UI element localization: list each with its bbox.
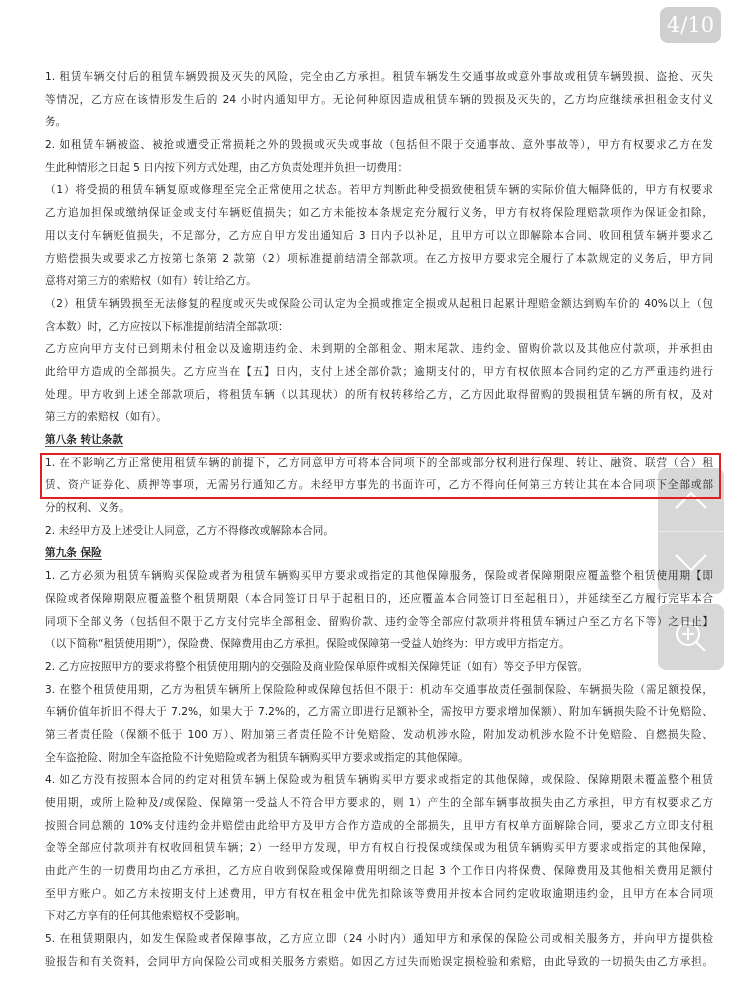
next-page-button[interactable] [658, 531, 724, 594]
text-line: 同项下全部义务（包括但不限于乙方支付完毕全部租金、留购价款、违约金等全部应付款项并将租赁车辆过户至乙方名下等）之日止】 [45, 615, 713, 628]
zoom-in-icon [674, 620, 708, 654]
text-line: 赁、资产证券化、质押等事项，无需另行通知乙方。未经甲方事先的书面许可，乙方不得向任何第三方转让其在本合同项下全部或部 [45, 479, 713, 492]
section-heading [45, 542, 713, 565]
text-line: 保险或者保障期限应覆盖整个租赁期限（本合同签订日早于起租日的，还应覆盖本合同签订日至起租日），并延续至乙方履行完毕本合 [45, 592, 713, 605]
text-line: 生此种情形之日起 5 日内按下列方式处理，由乙方负责处理并负担一切费用： [45, 161, 409, 174]
text-line: （2）租赁车辆毁损至无法修复的程度或灭失或保险公司认定为全损或推定全损或从起租日起累计理赔金额达到购车价的 40%以上（包 [45, 297, 713, 310]
text-line: 下对乙方享有的任何其他索赔权不受影响。 [45, 910, 247, 923]
previous-page-button[interactable] [658, 468, 724, 532]
chevron-down-icon [674, 553, 708, 573]
text-line: （以下简称“租赁使用期”），保险费、保障费用由乙方承担。保险或保障第一受益人始终为：甲方或甲方指定方。 [45, 638, 570, 651]
text-line: 分的权利、义务。 [45, 502, 130, 515]
text-line: 含本数）时，乙方应按以下标准提前结清全部款项： [45, 320, 289, 333]
text-line: （1）将受损的租赁车辆复原或修理至完全正常使用之状态。若甲方判断此种受损致使租赁车辆的实际价值大幅降低的，甲方有权要求 [45, 184, 713, 197]
text-line: 务。 [45, 116, 67, 129]
section-heading-text: 第八条 转让条款 [45, 434, 123, 446]
text-line: 第三方的索赔权（如有）。 [45, 411, 167, 424]
text-line: 2. 乙方应按照甲方的要求将整个租赁使用期内的交强险及商业险保单原件或相关保障凭证（如有）等交予甲方保管。 [45, 660, 589, 673]
text-line: 2. 未经甲方及上述受让人同意，乙方不得修改或解除本合同。 [45, 524, 334, 537]
text-line: 金等全部应付款项并有权收回租赁车辆；2）一经甲方发现，甲方有权自行投保或续保或为租赁车辆购买甲方要求或指定的其他保障， [45, 842, 713, 855]
text-line: 方赔偿损失或要求乙方按第七条第 2 款第（2）项标准提前结清全部款项。在乙方按甲方要求完全履行了本款规定的义务后，甲方同 [45, 252, 713, 265]
text-line: 3. 在整个租赁使用期，乙方为租赁车辆所上保险险种或保障包括但不限于：机动车交通事故责任强制保险、车辆损失险（需足额投保， [45, 683, 713, 696]
text-line: 意将对第三方的索赔权（如有）转让给乙方。 [45, 275, 257, 288]
page-navigation-panel [658, 468, 724, 594]
text-line: 至甲方账户。如乙方未按期支付上述费用，甲方有权在租金中优先扣除该等费用并按本合同约定收取逾期违约金，且甲方在本合同项 [45, 887, 713, 900]
section-heading [45, 429, 713, 452]
page-indicator: 4/10 [660, 7, 721, 43]
text-line: 乙方应向甲方支付已到期未付租金以及逾期违约金、未到期的全部租金、期末尾款、违约金、留购价款以及其他应付款项，并承担由 [45, 343, 713, 356]
text-line: 乙方追加担保或缴纳保证金或支付车辆贬值损失；如乙方未能按本条规定充分履行义务，甲方有权将保险理赔款项作为保证金扣除， [45, 207, 713, 220]
text-line: 4. 如乙方没有按照本合同的约定对租赁车辆上保险或为租赁车辆购买甲方要求或指定的其他保障，或保险、保障期限未覆盖整个租赁 [45, 774, 713, 787]
document-page [45, 66, 713, 974]
text-line: 第三者责任险（保额不低于 100 万）、附加第三者责任险不计免赔险、发动机涉水险，附加发动机涉水险不计免赔险、自燃损失险、 [45, 728, 713, 741]
text-line: 2. 如租赁车辆被盗、被抢或遭受正常损耗之外的毁损或灭失或事故（包括但不限于交通事故、意外事故等），甲方有权要求乙方在发 [45, 139, 713, 152]
text-line: 由此产生的一切费用均由乙方承担，乙方应自收到保险或保障费用明细之日起 3 个工作日内将保费、保障费用及其他相关费用足额付 [45, 865, 713, 878]
text-line: 处理。甲方收到上述全部款项后，将租赁车辆（以其现状）的所有权转移给乙方，乙方因此取得留购的毁损租赁车辆的所有权，及对 [45, 388, 713, 401]
zoom-in-button[interactable] [658, 604, 724, 670]
text-line: 用以支付车辆贬值损失，不足部分，乙方应自甲方发出通知后 3 日内予以补足，且甲方可以立即解除本合同、收回租赁车辆并要求乙 [45, 229, 713, 242]
section-heading-text: 第九条 保险 [45, 547, 102, 560]
chevron-up-icon [674, 490, 708, 510]
text-line: 验报告和有关资料，会同甲方向保险公司或相关服务方索赔。如因乙方过失而贻误定损检验和索赔，由此导致的一切损失由乙方承担。 [45, 955, 713, 968]
text-line: 1. 租赁车辆交付后的租赁车辆毁损及灭失的风险，完全由乙方承担。租赁车辆发生交通事故或意外事故或租赁车辆毁损、盗抢、灭失 [45, 71, 713, 83]
text-line: 1. 在不影响乙方正常使用租赁车辆的前提下，乙方同意甲方可将本合同项下的全部或部分权利进行保理、转让、融资、联营（合）租 [45, 456, 713, 469]
text-line: 等情况，乙方应在该情形发生后的 24 小时内通知甲方。无论何种原因造成租赁车辆的毁损及灭失的，乙方均应继续承担租金支付义 [45, 93, 713, 106]
text-line: 按照合同总额的 10%支付违约金并赔偿由此给甲方及甲方合作方造成的全部损失，且甲方有权单方面解除合同，要求乙方立即支付租 [45, 819, 713, 832]
text-line: 5. 在租赁期限内，如发生保险或者保障事故，乙方应立即（24 小时内）通知甲方和承保的保险公司或相关服务方，并向甲方提供检 [45, 933, 713, 946]
text-line: 1. 乙方必须为租赁车辆购买保险或者为租赁车辆购买甲方要求或指定的其他保障服务，保险或者保障期限应覆盖整个租赁使用期【即 [45, 570, 713, 583]
text-line: 此给甲方造成的全部损失。乙方应当在【五】日内，支付上述全部价款；逾期支付的，甲方有权依照本合同约定的乙方严重违约进行 [45, 365, 713, 378]
text-line: 车辆价值年折旧不得大于 7.2%，如果大于 7.2%的，乙方需立即进行足额补全，需按甲方要求增加保额）、附加车辆损失险不计免赔险、 [45, 706, 713, 719]
highlight-box [40, 453, 721, 499]
text-line: 使用期，或所上险种及/或保险、保障第一受益人不符合甲方要求的，则 1）产生的全部车辆事故损失由乙方承担，甲方有权要求乙方 [45, 797, 713, 809]
text-line: 全车盗抢险、附加全车盗抢险不计免赔险或者为租赁车辆购买甲方要求或指定的其他保障。 [45, 751, 469, 764]
